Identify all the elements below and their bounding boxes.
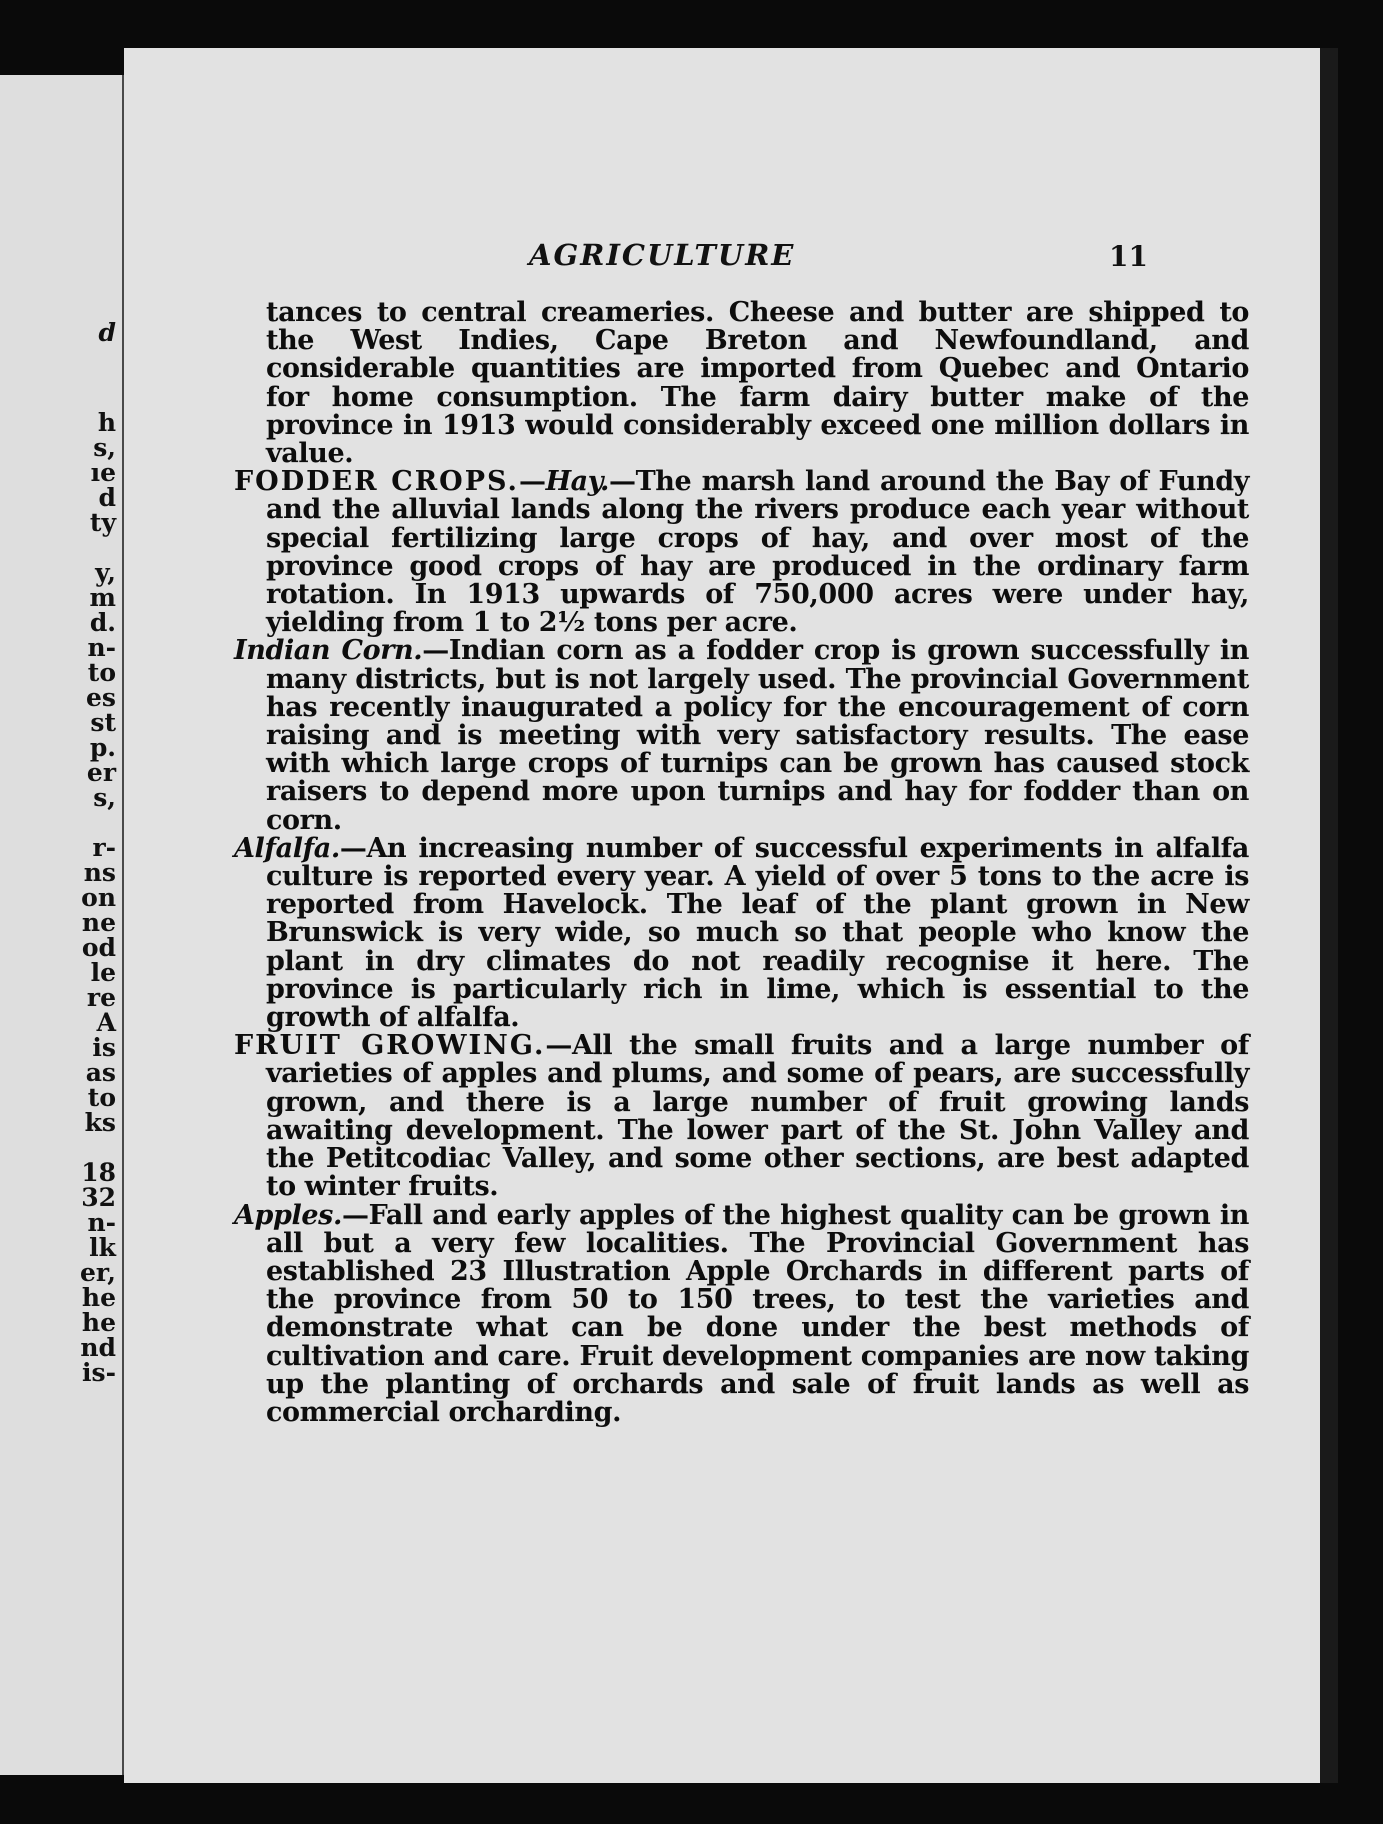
facing-page-fragment: ıe [90,458,116,487]
paragraph-fruit-growing [234,1032,1249,1201]
facing-page-fragment: d [98,318,116,347]
running-title: AGRICULTURE [529,238,796,272]
facing-page-fragment: le [90,958,116,987]
left-page-edge [0,75,125,1775]
subheading-indian-corn: Indian Corn. [234,635,423,667]
page-header [124,238,1320,278]
paragraph-text: All the small fruits and a large number of varieties of apples and plums, and some of pears, are successfully grown, and there is a large number of fruit growing lands awaiting development. The lower part of the St. John Valley and the Petitcodiac Valley, and some other sections, are best adapted to winter fruits. [266,1030,1250,1203]
facing-page-fragment: es [86,683,116,712]
facing-page-fragment: ks [84,1108,116,1137]
facing-page-fragment: ne [81,908,116,937]
facing-page-fragment: r- [92,833,116,862]
paragraph-indian-corn [234,637,1249,834]
facing-page-fragment: he [81,1283,116,1312]
paragraph-dairy [234,299,1249,468]
body-text [234,299,1249,1427]
facing-page-fragment: n- [87,1208,116,1237]
em-dash: — [339,832,367,864]
facing-page-fragment: to [87,1083,116,1112]
facing-page-fragment: ns [83,858,116,887]
paragraph-text: Fall and early apples of the highest quality can be grown in all but a very few localities. The Provincial Government has established 23 Illustration Apple Orchards in different parts of the province from 50 to 150 trees, to test the varieties and demonstrate what can be done under the best methods of cultivation and care. Fruit development companies are now taking up the planting of orchards and sale of fruit lands as well as commercial orcharding. [266,1199,1249,1428]
facing-page-fragment: on [81,883,116,912]
em-dash: — [608,466,636,498]
section-heading-fodder-crops: FODDER CROPS. [234,466,519,498]
em-dash: — [341,1199,369,1231]
facing-page-fragment: to [87,658,116,687]
subheading-hay: Hay. [545,466,609,498]
facing-page-fragment: n- [87,633,116,662]
book-page [124,48,1338,1783]
subheading-apples: Apples. [234,1199,342,1231]
facing-page-fragment: re [86,983,116,1012]
facing-page-fragment: he [81,1308,116,1337]
paragraph-text: The marsh land around the Bay of Fundy and the alluvial lands along the rivers produce each year without special fertilizing large crops of hay, and over most of the province good crops of hay are produced in the ordinary farm rotation. In 1913 upwards of 750,000 acres were under hay, yielding from 1 to 2½ tons per acre. [266,466,1249,639]
subheading-alfalfa: Alfalfa. [234,832,340,864]
paragraph-text: An increasing number of successful experiments in alfalfa culture is reported every year. A yield of over 5 tons to the acre is reported from Havelock. The leaf of the plant grown in New Brunswick is very wide, so much so that people who know the plant in dry climates do not readily recognise it here. The province is particularly rich in lime, which is essential to the growth of alfalfa. [266,832,1249,1034]
facing-page-fragment: st [90,708,116,737]
facing-page-fragment: is- [82,1358,116,1387]
em-dash: — [518,466,546,498]
em-dash: — [422,635,449,667]
facing-page-fragment: nd [80,1333,116,1362]
page-number: 11 [1109,240,1148,273]
facing-page-fragment: h [97,408,116,437]
facing-page-fragment: m [89,583,116,612]
facing-page-fragment: 32 [81,1183,116,1212]
em-dash: — [545,1030,572,1062]
facing-page-fragment: is [92,1033,116,1062]
paragraph-text: Indian corn as a fodder crop is grown successfully in many districts, but is not largely used. The provincial Government has recently inaugurated a policy for the encouragement of corn raising and is meeting with very satisfactory results. The ease with which large crops of turnips can be grown has caused stock raisers to depend more upon turnips and hay for fodder than on corn. [266,635,1249,836]
facing-page-fragment: p. [89,733,116,762]
paragraph-alfalfa [234,832,1249,1034]
facing-page-fragment: d [98,483,116,512]
facing-page-fragment: od [81,933,116,962]
facing-page-fragment: y, [95,558,116,587]
facing-page-fragment: 18 [81,1158,116,1187]
facing-page-fragment: s, [93,433,116,462]
section-heading-fruit-growing: FRUIT GROWING. [234,1030,546,1062]
facing-page-fragment: er, [80,1258,116,1287]
facing-page-fragment: lk [89,1233,116,1262]
facing-page-fragment: ty [89,508,116,537]
paragraph-text: tances to central creameries. Cheese and butter are shipped to the West Indies, Cape Breton and Newfoundland, and considerable quantities are imported from Quebec and Ontario for home consumption. The farm dairy butter make of the province in 1913 would considerably exceed one million dollars in value. [266,297,1249,470]
facing-page-fragment: as [85,1058,116,1087]
facing-page-fragment: er [86,758,116,787]
paragraph-apples [234,1199,1249,1428]
facing-page-fragment: A [96,1008,116,1037]
paragraph-fodder-crops [234,468,1249,637]
facing-page-fragment: s, [93,783,116,812]
facing-page-fragment: d. [89,608,116,637]
